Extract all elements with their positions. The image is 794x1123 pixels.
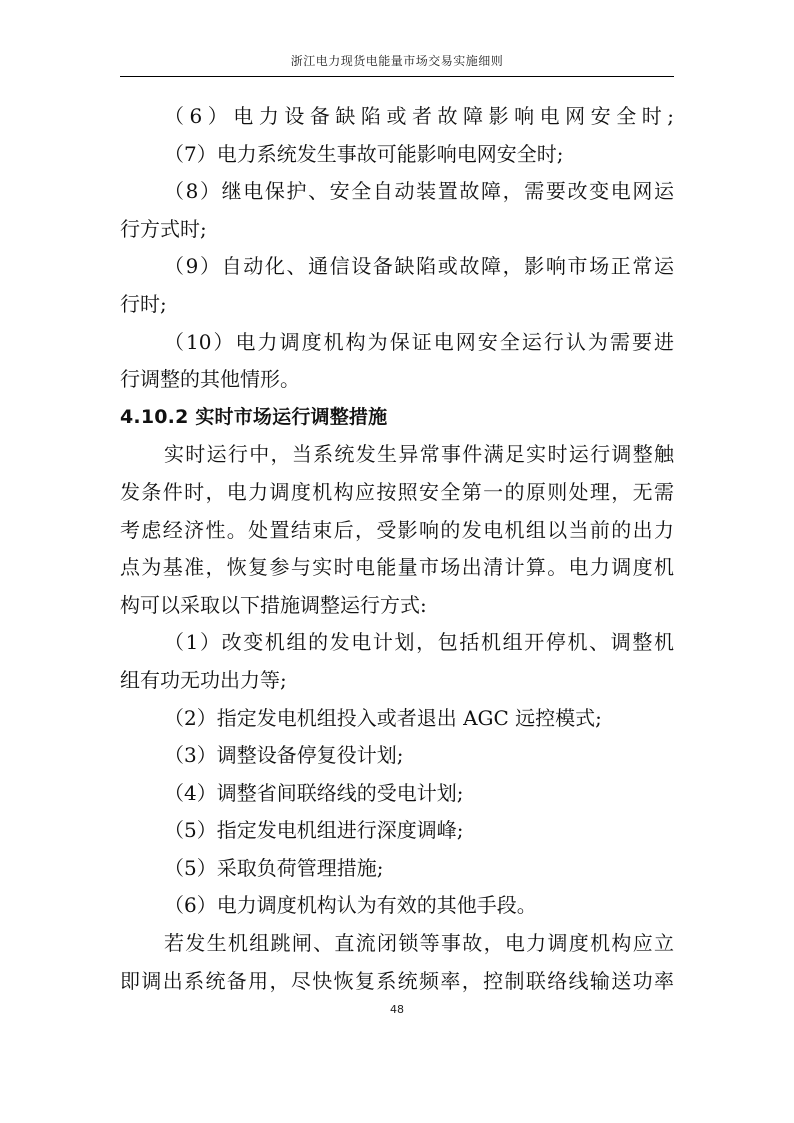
list-item-line: 组有功无功出力等; (120, 667, 287, 692)
list-item-line: （4）调整省间联络线的受电计划; (164, 780, 464, 805)
header-divider (120, 76, 674, 77)
list-item-line: （5）指定发电机组进行深度调峰; (164, 818, 464, 843)
list-item-line: （9）自动化、通信设备缺陷或故障，影响市场正常运 (164, 254, 674, 279)
list-item-line: （5）采取负荷管理措施; (164, 855, 384, 880)
section-heading: 4.10.2 实时市场运行调整措施 (120, 405, 388, 428)
paragraph-line: 发条件时，电力调度机构应按照安全第一的原则处理，无需 (120, 479, 674, 504)
list-item-line: 行时; (120, 291, 167, 316)
paragraph-line: 即调出系统备用，尽快恢复系统频率，控制联络线输送功率 (120, 968, 674, 993)
paragraph-line: 若发生机组跳闸、直流闭锁等事故，电力调度机构应立 (164, 931, 674, 956)
list-item-line: 行方式时; (120, 216, 207, 241)
list-item-line: 行调整的其他情形。 (120, 367, 300, 392)
paragraph-line: 点为基准，恢复参与实时电能量市场出清计算。电力调度机 (120, 555, 674, 580)
list-item-line: （7）电力系统发生事故可能影响电网安全时; (164, 141, 564, 166)
paragraph-line: 实时运行中，当系统发生异常事件满足实时运行调整触 (164, 442, 674, 467)
paragraph-line: 考虑经济性。处置结束后，受影响的发电机组以当前的出力 (120, 517, 674, 542)
page-number: 48 (390, 1003, 404, 1016)
list-item-line: （10）电力调度机构为保证电网安全运行认为需要进 (164, 329, 674, 354)
running-header: 浙江电力现货电能量市场交易实施细则 (290, 54, 504, 68)
list-item-line: （1）改变机组的发电计划，包括机组开停机、调整机 (164, 630, 674, 655)
list-item-line: （8）继电保护、安全自动装置故障，需要改变电网运 (164, 179, 674, 204)
body-text (120, 98, 674, 1000)
list-item-line: （2）指定发电机组投入或者退出 AGC 远控模式; (164, 705, 602, 730)
list-item-line: （6）电力设备缺陷或者故障影响电网安全时; (164, 104, 674, 128)
paragraph-line: 构可以采取以下措施调整运行方式: (120, 592, 427, 617)
list-item-line: （3）调整设备停复役计划; (164, 743, 404, 768)
list-item-line: （6）电力调度机构认为有效的其他手段。 (164, 893, 537, 918)
